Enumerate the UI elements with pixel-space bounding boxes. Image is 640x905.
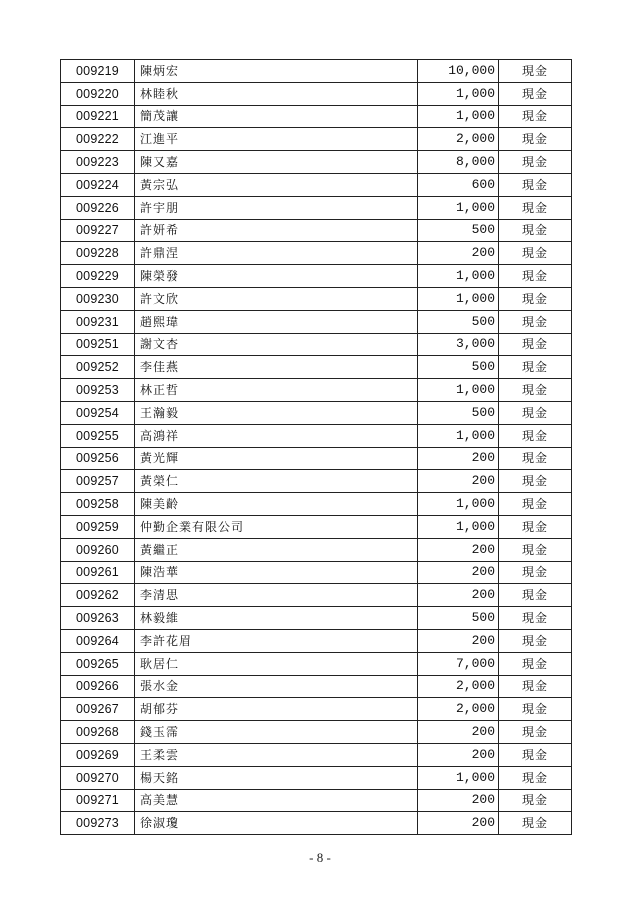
receipt-number-cell: 009220 <box>61 82 135 105</box>
donor-name-cell: 謝文杏 <box>135 333 418 356</box>
amount-cell: 2,000 <box>418 698 499 721</box>
table-row <box>61 675 572 698</box>
receipt-number-cell: 009273 <box>61 812 135 835</box>
amount-cell: 10,000 <box>418 60 499 83</box>
amount-cell: 200 <box>418 470 499 493</box>
receipt-number-cell: 009256 <box>61 447 135 470</box>
table-row <box>61 151 572 174</box>
table-row <box>61 493 572 516</box>
amount-cell: 1,000 <box>418 82 499 105</box>
payment-method-cell: 現金 <box>499 401 572 424</box>
receipt-number-cell: 009260 <box>61 538 135 561</box>
table-row <box>61 401 572 424</box>
payment-method-cell: 現金 <box>499 743 572 766</box>
donor-name-cell: 錢玉霈 <box>135 721 418 744</box>
payment-method-cell: 現金 <box>499 698 572 721</box>
payment-method-cell: 現金 <box>499 242 572 265</box>
receipt-number-cell: 009230 <box>61 287 135 310</box>
receipt-number-cell: 009253 <box>61 379 135 402</box>
amount-cell: 7,000 <box>418 652 499 675</box>
donor-name-cell: 林正哲 <box>135 379 418 402</box>
amount-cell: 1,000 <box>418 196 499 219</box>
receipt-number-cell: 009259 <box>61 515 135 538</box>
receipt-number-cell: 009264 <box>61 629 135 652</box>
donor-name-cell: 陳炳宏 <box>135 60 418 83</box>
table-row <box>61 607 572 630</box>
payment-method-cell: 現金 <box>499 265 572 288</box>
payment-method-cell: 現金 <box>499 561 572 584</box>
payment-method-cell: 現金 <box>499 424 572 447</box>
donor-name-cell: 陳榮發 <box>135 265 418 288</box>
ledger-body <box>61 60 572 835</box>
table-row <box>61 766 572 789</box>
amount-cell: 500 <box>418 219 499 242</box>
receipt-number-cell: 009251 <box>61 333 135 356</box>
amount-cell: 2,000 <box>418 675 499 698</box>
receipt-number-cell: 009222 <box>61 128 135 151</box>
table-row <box>61 424 572 447</box>
amount-cell: 200 <box>418 812 499 835</box>
donor-name-cell: 陳又嘉 <box>135 151 418 174</box>
donor-name-cell: 林睦秋 <box>135 82 418 105</box>
receipt-number-cell: 009226 <box>61 196 135 219</box>
table-row <box>61 652 572 675</box>
receipt-number-cell: 009219 <box>61 60 135 83</box>
amount-cell: 200 <box>418 629 499 652</box>
amount-cell: 1,000 <box>418 105 499 128</box>
payment-method-cell: 現金 <box>499 470 572 493</box>
donor-name-cell: 徐淑瓊 <box>135 812 418 835</box>
amount-cell: 1,000 <box>418 424 499 447</box>
table-row <box>61 196 572 219</box>
amount-cell: 1,000 <box>418 379 499 402</box>
table-row <box>61 629 572 652</box>
amount-cell: 200 <box>418 538 499 561</box>
amount-cell: 2,000 <box>418 128 499 151</box>
table-row <box>61 310 572 333</box>
payment-method-cell: 現金 <box>499 766 572 789</box>
receipt-number-cell: 009257 <box>61 470 135 493</box>
receipt-number-cell: 009255 <box>61 424 135 447</box>
table-row <box>61 561 572 584</box>
donor-name-cell: 許妍希 <box>135 219 418 242</box>
donation-ledger-table <box>60 59 572 835</box>
payment-method-cell: 現金 <box>499 173 572 196</box>
donor-name-cell: 黃光輝 <box>135 447 418 470</box>
receipt-number-cell: 009270 <box>61 766 135 789</box>
donor-name-cell: 李許花眉 <box>135 629 418 652</box>
receipt-number-cell: 009268 <box>61 721 135 744</box>
amount-cell: 1,000 <box>418 766 499 789</box>
payment-method-cell: 現金 <box>499 538 572 561</box>
payment-method-cell: 現金 <box>499 128 572 151</box>
table-row <box>61 721 572 744</box>
donor-name-cell: 黃榮仁 <box>135 470 418 493</box>
table-row <box>61 128 572 151</box>
donor-name-cell: 趙熙瑋 <box>135 310 418 333</box>
payment-method-cell: 現金 <box>499 515 572 538</box>
table-row <box>61 698 572 721</box>
payment-method-cell: 現金 <box>499 379 572 402</box>
table-row <box>61 242 572 265</box>
page-number: - 8 - <box>309 850 331 865</box>
amount-cell: 200 <box>418 721 499 744</box>
table-row <box>61 584 572 607</box>
receipt-number-cell: 009263 <box>61 607 135 630</box>
amount-cell: 500 <box>418 310 499 333</box>
receipt-number-cell: 009221 <box>61 105 135 128</box>
donor-name-cell: 黃繼正 <box>135 538 418 561</box>
payment-method-cell: 現金 <box>499 151 572 174</box>
payment-method-cell: 現金 <box>499 310 572 333</box>
amount-cell: 200 <box>418 242 499 265</box>
amount-cell: 200 <box>418 561 499 584</box>
amount-cell: 1,000 <box>418 493 499 516</box>
table-row <box>61 82 572 105</box>
amount-cell: 1,000 <box>418 287 499 310</box>
payment-method-cell: 現金 <box>499 652 572 675</box>
payment-method-cell: 現金 <box>499 789 572 812</box>
receipt-number-cell: 009269 <box>61 743 135 766</box>
table-row <box>61 60 572 83</box>
donor-name-cell: 陳浩華 <box>135 561 418 584</box>
table-row <box>61 105 572 128</box>
payment-method-cell: 現金 <box>499 333 572 356</box>
amount-cell: 500 <box>418 356 499 379</box>
table-row <box>61 333 572 356</box>
payment-method-cell: 現金 <box>499 219 572 242</box>
donor-name-cell: 王柔雲 <box>135 743 418 766</box>
receipt-number-cell: 009258 <box>61 493 135 516</box>
payment-method-cell: 現金 <box>499 721 572 744</box>
receipt-number-cell: 009265 <box>61 652 135 675</box>
donor-name-cell: 胡郁芬 <box>135 698 418 721</box>
receipt-number-cell: 009223 <box>61 151 135 174</box>
payment-method-cell: 現金 <box>499 356 572 379</box>
receipt-number-cell: 009261 <box>61 561 135 584</box>
table-row <box>61 287 572 310</box>
table-row <box>61 379 572 402</box>
payment-method-cell: 現金 <box>499 812 572 835</box>
payment-method-cell: 現金 <box>499 447 572 470</box>
table-row <box>61 743 572 766</box>
amount-cell: 1,000 <box>418 515 499 538</box>
payment-method-cell: 現金 <box>499 287 572 310</box>
amount-cell: 3,000 <box>418 333 499 356</box>
table-row <box>61 470 572 493</box>
donor-name-cell: 高美慧 <box>135 789 418 812</box>
amount-cell: 8,000 <box>418 151 499 174</box>
donor-name-cell: 張水金 <box>135 675 418 698</box>
donor-name-cell: 黃宗弘 <box>135 173 418 196</box>
payment-method-cell: 現金 <box>499 607 572 630</box>
amount-cell: 600 <box>418 173 499 196</box>
donor-name-cell: 王瀚毅 <box>135 401 418 424</box>
amount-cell: 1,000 <box>418 265 499 288</box>
donor-name-cell: 高鴻祥 <box>135 424 418 447</box>
receipt-number-cell: 009224 <box>61 173 135 196</box>
receipt-number-cell: 009252 <box>61 356 135 379</box>
receipt-number-cell: 009231 <box>61 310 135 333</box>
table-row <box>61 356 572 379</box>
amount-cell: 200 <box>418 584 499 607</box>
table-row <box>61 173 572 196</box>
donor-name-cell: 許鼎涅 <box>135 242 418 265</box>
payment-method-cell: 現金 <box>499 675 572 698</box>
payment-method-cell: 現金 <box>499 105 572 128</box>
donor-name-cell: 李清思 <box>135 584 418 607</box>
payment-method-cell: 現金 <box>499 60 572 83</box>
payment-method-cell: 現金 <box>499 493 572 516</box>
receipt-number-cell: 009266 <box>61 675 135 698</box>
table-row <box>61 265 572 288</box>
receipt-number-cell: 009228 <box>61 242 135 265</box>
receipt-number-cell: 009262 <box>61 584 135 607</box>
donor-name-cell: 楊天銘 <box>135 766 418 789</box>
donor-name-cell: 陳美齡 <box>135 493 418 516</box>
payment-method-cell: 現金 <box>499 629 572 652</box>
table-row <box>61 219 572 242</box>
table-row <box>61 447 572 470</box>
donor-name-cell: 林毅維 <box>135 607 418 630</box>
payment-method-cell: 現金 <box>499 584 572 607</box>
donor-name-cell: 江進平 <box>135 128 418 151</box>
donor-name-cell: 仲勤企業有限公司 <box>135 515 418 538</box>
donor-name-cell: 許宇朋 <box>135 196 418 219</box>
receipt-number-cell: 009227 <box>61 219 135 242</box>
amount-cell: 200 <box>418 743 499 766</box>
receipt-number-cell: 009267 <box>61 698 135 721</box>
table-row <box>61 789 572 812</box>
amount-cell: 200 <box>418 447 499 470</box>
donor-name-cell: 李佳燕 <box>135 356 418 379</box>
table-row <box>61 812 572 835</box>
donor-name-cell: 簡茂讓 <box>135 105 418 128</box>
donor-name-cell: 耿居仁 <box>135 652 418 675</box>
donor-name-cell: 許文欣 <box>135 287 418 310</box>
amount-cell: 500 <box>418 607 499 630</box>
amount-cell: 200 <box>418 789 499 812</box>
amount-cell: 500 <box>418 401 499 424</box>
payment-method-cell: 現金 <box>499 82 572 105</box>
payment-method-cell: 現金 <box>499 196 572 219</box>
table-row <box>61 515 572 538</box>
receipt-number-cell: 009229 <box>61 265 135 288</box>
receipt-number-cell: 009271 <box>61 789 135 812</box>
table-row <box>61 538 572 561</box>
receipt-number-cell: 009254 <box>61 401 135 424</box>
